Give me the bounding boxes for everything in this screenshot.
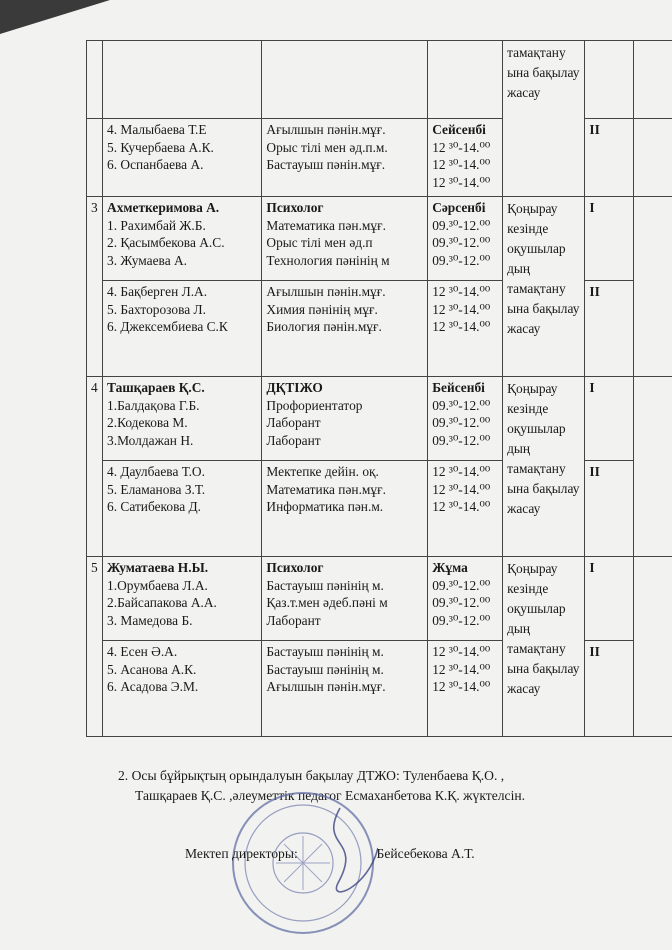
subject: Профориентатор xyxy=(266,397,363,413)
signature-label: Мектеп директоры: xyxy=(185,846,298,861)
name: 6. Асадова Э.М. xyxy=(107,679,199,694)
name: 2.Байсапакова А.А. xyxy=(107,595,217,610)
name: 3. Мамедова Б. xyxy=(107,612,193,628)
group-lead: Жуматаева Н.Ы. xyxy=(107,560,209,575)
subject: Технология пәнінің м xyxy=(266,252,390,268)
group-lead: Ташқараев Қ.С. xyxy=(107,380,205,395)
name: 5. Бахторозова Л. xyxy=(107,301,206,317)
time-range: 12 ³⁰-14.⁰⁰ xyxy=(432,284,491,299)
name: 4. Малыбаева Т.Е xyxy=(107,122,207,137)
time-range: 09.³⁰-12.⁰⁰ xyxy=(432,235,491,250)
shift-label: I xyxy=(585,197,633,281)
shift-label: II xyxy=(585,461,633,557)
task-cell: тамақтану ына бақылау жасау xyxy=(503,41,585,197)
time-range: 12 ³⁰-14.⁰⁰ xyxy=(432,661,491,677)
task-cell: Қоңырау кезінде оқушылар дың тамақтану ына бақылау жасау xyxy=(503,197,585,377)
weekday: Жұма xyxy=(432,560,468,575)
time-range: 12 ³⁰-14.⁰⁰ xyxy=(432,644,491,659)
name: 1. Рахимбай Ж.Б. xyxy=(107,217,206,233)
table-row xyxy=(87,41,672,119)
table-row xyxy=(87,197,672,281)
subject: Биология пәнін.мұғ. xyxy=(266,319,382,334)
time-range: 09.³⁰-12.⁰⁰ xyxy=(432,397,491,413)
school-seal xyxy=(228,788,378,938)
time-range: 12 ³⁰-14.⁰⁰ xyxy=(432,139,491,155)
shift-label: I xyxy=(585,557,633,641)
time-range: 12 ³⁰-14.⁰⁰ xyxy=(432,319,491,334)
time-range: 09.³⁰-12.⁰⁰ xyxy=(432,415,491,430)
subject: Ағылшын пәнін.мұғ. xyxy=(266,122,386,137)
group-lead: Ахметкеримова А. xyxy=(107,200,220,215)
time-range: 09.³⁰-12.⁰⁰ xyxy=(432,432,491,448)
subject: Лаборант xyxy=(266,432,321,448)
name: 6. Джексембиева С.К xyxy=(107,319,228,334)
table-row xyxy=(87,281,672,377)
time-range: 09.³⁰-12.⁰⁰ xyxy=(432,612,491,628)
name: 3.Молдажан Н. xyxy=(107,432,194,448)
subject: Ағылшын пәнін.мұғ. xyxy=(266,679,386,694)
name: 1.Орумбаева Л.А. xyxy=(107,577,208,593)
name: 6. Сатибекова Д. xyxy=(107,499,201,514)
time-range: 12 ³⁰-14.⁰⁰ xyxy=(432,499,491,514)
weekday: Сейсенбі xyxy=(432,122,486,137)
lead-role: Психолог xyxy=(266,200,324,215)
signature-line xyxy=(185,846,672,862)
footer-line-2: Ташқараев Қ.С. ,әлеуметтік педагог Есмаханбетова К.Қ. жүктелсін. xyxy=(135,788,526,803)
name: 4. Бақберген Л.А. xyxy=(107,284,208,299)
time-range: 12 ³⁰-14.⁰⁰ xyxy=(432,157,491,172)
lead-role: ДҚТІЖО xyxy=(266,380,323,395)
table-row xyxy=(87,461,672,557)
name: 4. Есен Ә.А. xyxy=(107,644,178,659)
time-range: 09.³⁰-12.⁰⁰ xyxy=(432,252,491,268)
name: 5. Асанова А.К. xyxy=(107,661,197,677)
name: 6. Оспанбаева А. xyxy=(107,157,204,172)
name: 1.Балдақова Г.Б. xyxy=(107,397,200,413)
footer-line-1: 2. Осы бұйрықтың орындалуын бақылау ДТЖО: Туленбаева Қ.О. , xyxy=(118,768,505,783)
time-range: 09.³⁰-12.⁰⁰ xyxy=(432,595,491,610)
row-number: 5 xyxy=(87,557,103,737)
name: 2. Қасымбекова А.С. xyxy=(107,235,225,250)
time-range: 09.³⁰-12.⁰⁰ xyxy=(432,217,491,233)
subject: Лаборант xyxy=(266,415,321,430)
subject: Математика пән.мұғ. xyxy=(266,481,386,497)
task-cell: Қоңырау кезінде оқушылар дың тамақтану ына бақылау жасау xyxy=(503,377,585,557)
shift-label: II xyxy=(585,281,633,377)
weekday: Сәрсенбі xyxy=(432,200,486,215)
weekday: Бейсенбі xyxy=(432,380,485,395)
scan-corner-shadow xyxy=(0,0,110,34)
table-row xyxy=(87,557,672,641)
subject: Орыс тілі мен әд.п.м. xyxy=(266,139,388,155)
subject: Бастауыш пәнінің м. xyxy=(266,661,384,677)
shift-label: II xyxy=(585,641,633,737)
name: 3. Жумаева А. xyxy=(107,252,188,268)
subject: Орыс тілі мен әд.п xyxy=(266,235,373,250)
subject: Математика пән.мұғ. xyxy=(266,217,386,233)
time-range: 12 ³⁰-14.⁰⁰ xyxy=(432,301,491,317)
table-row xyxy=(87,377,672,461)
time-range: 12 ³⁰-14.⁰⁰ xyxy=(432,679,491,694)
subject: Қаз.т.мен әдеб.пәні м xyxy=(266,595,388,610)
row-number: 4 xyxy=(87,377,103,557)
table-row xyxy=(87,119,672,197)
time-range: 12 ³⁰-14.⁰⁰ xyxy=(432,481,491,497)
subject: Ағылшын пәнін.мұғ. xyxy=(266,284,386,299)
shift-label: II xyxy=(585,119,633,197)
task-cell: Қоңырау кезінде оқушылар дың тамақтану ына бақылау жасау xyxy=(503,557,585,737)
subject: Лаборант xyxy=(266,612,321,628)
lead-role: Психолог xyxy=(266,560,324,575)
subject: Бастауыш пәнін.мұғ. xyxy=(266,157,386,172)
name: 2.Кодекова М. xyxy=(107,415,188,430)
time-range: 09.³⁰-12.⁰⁰ xyxy=(432,577,491,593)
subject: Бастауыш пәнінің м. xyxy=(266,577,384,593)
name: 5. Еламанова З.Т. xyxy=(107,481,206,497)
time-range: 12 ³⁰-14.⁰⁰ xyxy=(432,464,491,479)
subject: Мектепке дейін. оқ. xyxy=(266,464,379,479)
name: 5. Кучербаева А.К. xyxy=(107,139,214,155)
subject: Химия пәнінің мұғ. xyxy=(266,301,378,317)
shift-label: I xyxy=(585,377,633,461)
subject: Бастауыш пәнінің м. xyxy=(266,644,384,659)
row-number: 3 xyxy=(87,197,103,377)
signature-name: Бейсебекова А.Т. xyxy=(376,846,475,861)
schedule-table xyxy=(86,40,672,737)
table-row xyxy=(87,641,672,737)
subject: Информатика пән.м. xyxy=(266,499,384,514)
time-range: 12 ³⁰-14.⁰⁰ xyxy=(432,174,491,190)
name: 4. Даулбаева Т.О. xyxy=(107,464,205,479)
